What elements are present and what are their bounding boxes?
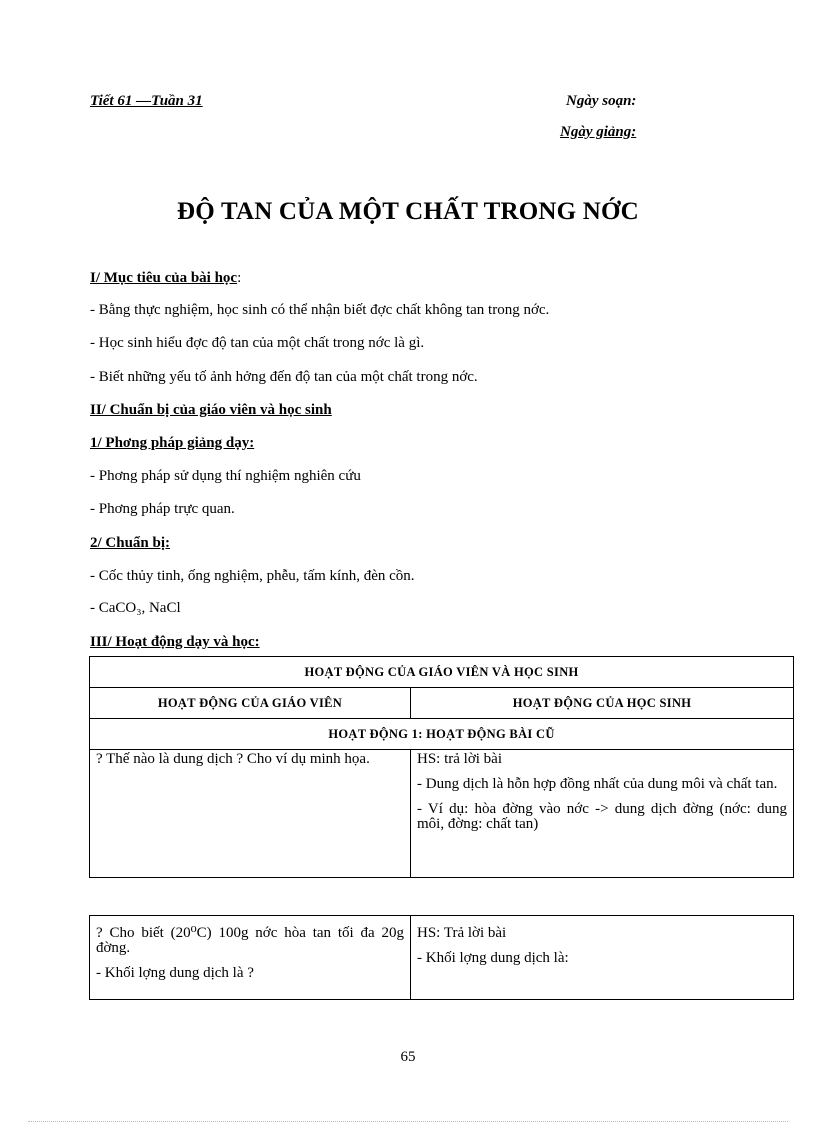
method-item: - Phơng pháp sử dụng thí nghiệm nghiên cứu (90, 468, 361, 484)
teacher-question: ? Thế nào là dung dịch ? Cho ví dụ minh họa. (96, 751, 370, 767)
teacher-question: - Khối lợng dung dịch là ? (96, 965, 254, 981)
preparation-heading: 2/ Chuẩn bị: (90, 535, 171, 551)
material-item: - CaCO₃, NaCl (90, 600, 181, 616)
material-item: - Cốc thủy tinh, ống nghiệm, phễu, tấm kính, đèn cồn. (90, 568, 415, 584)
teacher-column-header: HOẠT ĐỘNG CỦA GIÁO VIÊN (90, 688, 411, 719)
preparation-date-label: Ngày soạn: (566, 93, 637, 109)
teaching-date-label: Ngày giảng: (560, 124, 637, 140)
student-answer-line: - Dung dịch là hỗn hợp đồng nhất của dung môi và chất tan. (417, 776, 778, 792)
page-number: 65 (400, 1049, 416, 1065)
student-answer-line: HS: trả lời bài (417, 751, 503, 767)
student-activity-cell (411, 750, 794, 878)
section-activities-heading: III/ Hoạt động dạy và học: (90, 634, 260, 650)
objective-item: - Bằng thực nghiệm, học sinh có thể nhận biết đợc chất không tan trong nớc. (90, 302, 550, 318)
teacher-activity-cell (90, 916, 411, 1000)
section-objectives-heading: I/ Mục tiêu của bài học (90, 270, 238, 286)
method-item: - Phơng pháp trực quan. (90, 501, 235, 517)
lesson-week-label: Tiết 61 —Tuần 31 (90, 93, 203, 109)
page-bottom-divider (28, 1121, 788, 1122)
section-objectives (90, 270, 241, 287)
student-answer-line: - Ví dụ: hòa đờng vào nớc -> dung dịch đờng (nớc: dung môi, đờng: chất tan) (417, 801, 787, 832)
student-activity-cell (411, 916, 794, 1000)
teacher-activity-cell (90, 750, 411, 878)
section-preparation-heading: II/ Chuẩn bị của giáo viên và học sinh (90, 402, 332, 418)
activity-table-continued (89, 915, 794, 1000)
student-answer-line: - Khối lợng dung dịch là: (417, 950, 569, 966)
table-caption: HOẠT ĐỘNG CỦA GIÁO VIÊN VÀ HỌC SINH (90, 657, 794, 688)
student-column-header: HOẠT ĐỘNG CỦA HỌC SINH (411, 688, 794, 719)
student-answer-line: HS: Trả lời bài (417, 925, 507, 941)
objective-item: - Biết những yếu tố ảnh hởng đến độ tan của một chất trong nớc. (90, 369, 478, 385)
section-objectives-colon: : (237, 270, 242, 286)
teaching-method-heading: 1/ Phơng pháp giảng dạy: (90, 435, 255, 451)
page-title: ĐỘ TAN CỦA MỘT CHẤT TRONG NỚC (177, 198, 639, 225)
activity-title: HOẠT ĐỘNG 1: HOẠT ĐỘNG BÀI CŨ (90, 719, 794, 750)
teacher-question: ? Cho biết (20⁰C) 100g nớc hòa tan tối đa 20g đờng. (96, 925, 404, 956)
objective-item: - Học sinh hiểu đợc độ tan của một chất trong nớc là gì. (90, 335, 425, 351)
activity-table (89, 656, 794, 878)
